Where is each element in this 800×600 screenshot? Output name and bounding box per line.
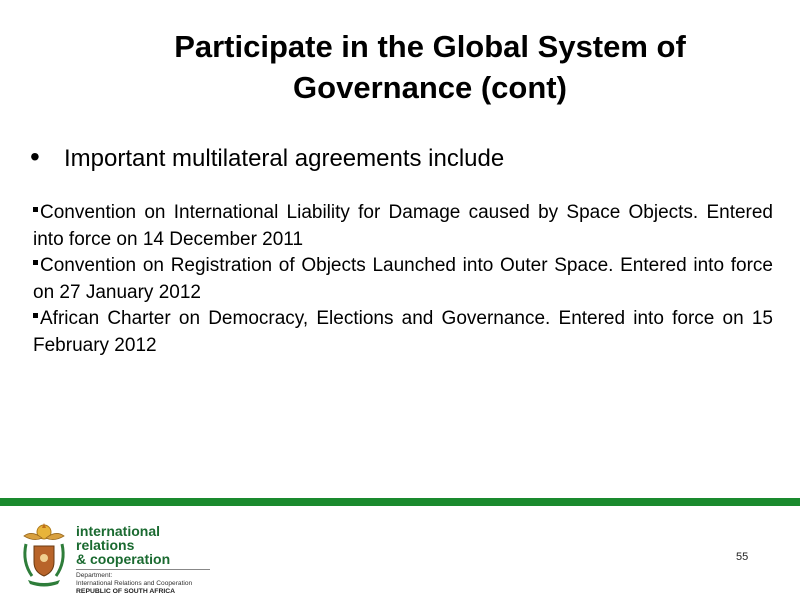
- country-name: REPUBLIC OF SOUTH AFRICA: [76, 588, 176, 595]
- square-bullet-icon: [33, 207, 38, 212]
- footer-divider-bar: [0, 498, 800, 506]
- slide-title-line-2: Governance (cont): [293, 70, 567, 105]
- square-bullet-icon: [33, 313, 38, 318]
- coat-of-arms-icon: [18, 522, 70, 588]
- dept-name: International Relations and Cooperation: [76, 580, 193, 587]
- brand-rule: [76, 569, 210, 570]
- slide-title-line-1: Participate in the Global System of: [174, 29, 686, 64]
- agreements-list: [33, 200, 773, 359]
- page-number: 55: [736, 551, 749, 563]
- agreement-item: [33, 306, 773, 359]
- brand-line-2: & cooperation: [76, 551, 171, 567]
- agreement-text: Convention on Registration of Objects Launched into Outer Space. Entered into force on 27 January 2012: [33, 255, 773, 303]
- agreement-item: [33, 253, 773, 306]
- agreement-text: Convention on International Liability for Damage caused by Space Objects. Entered into force on 14 December 2011: [33, 202, 773, 250]
- dirco-logo: [14, 520, 214, 595]
- main-bullet: [30, 140, 504, 176]
- agreement-text: African Charter on Democracy, Elections and Governance. Entered into force on 15 February 2012: [33, 308, 773, 356]
- brand-line-1: international relations: [76, 523, 161, 553]
- square-bullet-icon: [33, 260, 38, 265]
- brand-text-block: [76, 524, 216, 596]
- bullet-dot-icon: •: [30, 141, 40, 172]
- agreement-item: [33, 200, 773, 253]
- main-bullet-text: Important multilateral agreements include: [64, 145, 505, 172]
- dept-label: Department:: [76, 572, 113, 579]
- slide-title: [80, 26, 780, 108]
